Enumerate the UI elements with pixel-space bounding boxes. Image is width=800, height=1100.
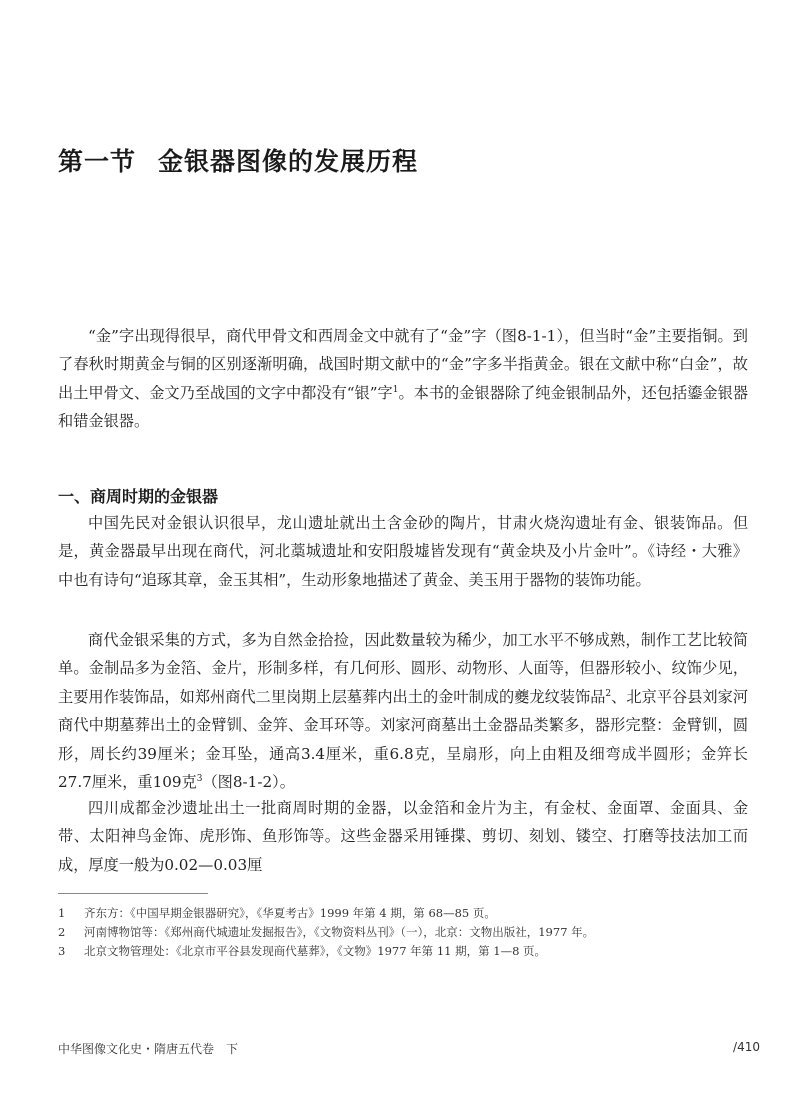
intro-text-a: “金”字出现得很早，商代甲骨文和西周金文中就有了“金”字（图8-1-1），但当时“金”主要指铜。到了春秋时期黄金与铜的区别逐渐明确，战国时期文献中的“金”字多半指黄金。银在文献中称“白金”，故出土甲骨文、金文乃至战国的文字中都没有“银”字 xyxy=(58,327,748,402)
footnote-text: 齐东方：《中国早期金银器研究》，《华夏考古》1999 年第 4 期，第 68—85 页。 xyxy=(84,906,496,920)
footnote-number: 3 xyxy=(58,944,66,958)
footnote-item xyxy=(58,943,758,960)
footnote-text: 北京文物管理处：《北京市平谷县发现商代墓葬》，《文物》1977 年第 11 期，第 1—8 页。 xyxy=(84,944,547,958)
page-number: /410 xyxy=(733,1040,760,1054)
body-paragraph-1: 中国先民对金银认识很早，龙山遗址就出土含金砂的陶片，甘肃火烧沟遗址有金、银装饰品。但是，黄金器最早出现在商代，河北藁城遗址和安阳殷墟皆发现有“黄金块及小片金叶”。《诗经・大雅》中也有诗句“追琢其章，金玉其相”，生动形象地描述了黄金、美玉用于器物的装饰功能。 xyxy=(58,514,748,589)
footnote-ref-1[interactable]: 1 xyxy=(392,384,399,395)
para2-text-c: （图8-1-2）。 xyxy=(202,773,295,792)
section-title-text: 金银器图像的发展历程 xyxy=(158,147,419,176)
footnote-divider xyxy=(58,893,208,894)
section-heading: 一、商周时期的金银器 xyxy=(58,487,219,506)
footnote-number: 1 xyxy=(58,906,66,920)
footnote-item xyxy=(58,924,758,941)
footnote-list xyxy=(58,905,758,962)
intro-text-b: 。本书的金银器除了纯金银制品外，还包括鎏金银器和错金银器。 xyxy=(58,383,749,431)
para2-text-b: 、北京平谷县刘家河商代中期墓葬出土的金臂钏、金笄、金耳环等。刘家河商墓出土金器品类繁多，器形完整：金臂钏，圆形，周长约39厘米；金耳坠，通高3.4厘米，重6.8克，呈扇形，向上由粗及细弯成半圆形；金笄长27.7厘米，重109克 xyxy=(58,687,749,792)
footnote-text: 河南博物馆等：《郑州商代城遗址发掘报告》，《文物资料丛刊》（一），北京：文物出版社，1977 年。 xyxy=(84,925,595,939)
running-footer-book-title: 中华图像文化史・隋唐五代卷 下 xyxy=(58,1042,239,1056)
footnote-number: 2 xyxy=(58,925,66,939)
body-paragraph-2 xyxy=(58,626,748,796)
para2-text-a: 商代金银采集的方式，多为自然金拾捡，因此数量较为稀少，加工水平不够成熟，制作工艺比较简单。金制品多为金箔、金片，形制多样，有几何形、圆形、动物形、人面等，但器形较小、纹饰少见，主要用作装饰品，如郑州商代二里岗期上层墓葬内出土的金叶制成的夔龙纹装饰品 xyxy=(58,631,748,706)
footnote-item xyxy=(58,905,758,922)
footnote-ref-3[interactable]: 3 xyxy=(196,773,203,784)
section-title xyxy=(58,142,418,178)
body-paragraph-3: 四川成都金沙遗址出土一批商周时期的金器，以金箔和金片为主，有金杖、金面罩、金面具、金带、太阳神鸟金饰、虎形饰、鱼形饰等。这些金器采用锤揲、剪切、刻划、镂空、打磨等技法加工而成，厚度一般为0.02—0.03厘 xyxy=(58,799,748,874)
section-label: 第一节 xyxy=(58,147,137,176)
intro-paragraph xyxy=(58,322,748,436)
footnote-ref-2[interactable]: 2 xyxy=(605,688,612,699)
